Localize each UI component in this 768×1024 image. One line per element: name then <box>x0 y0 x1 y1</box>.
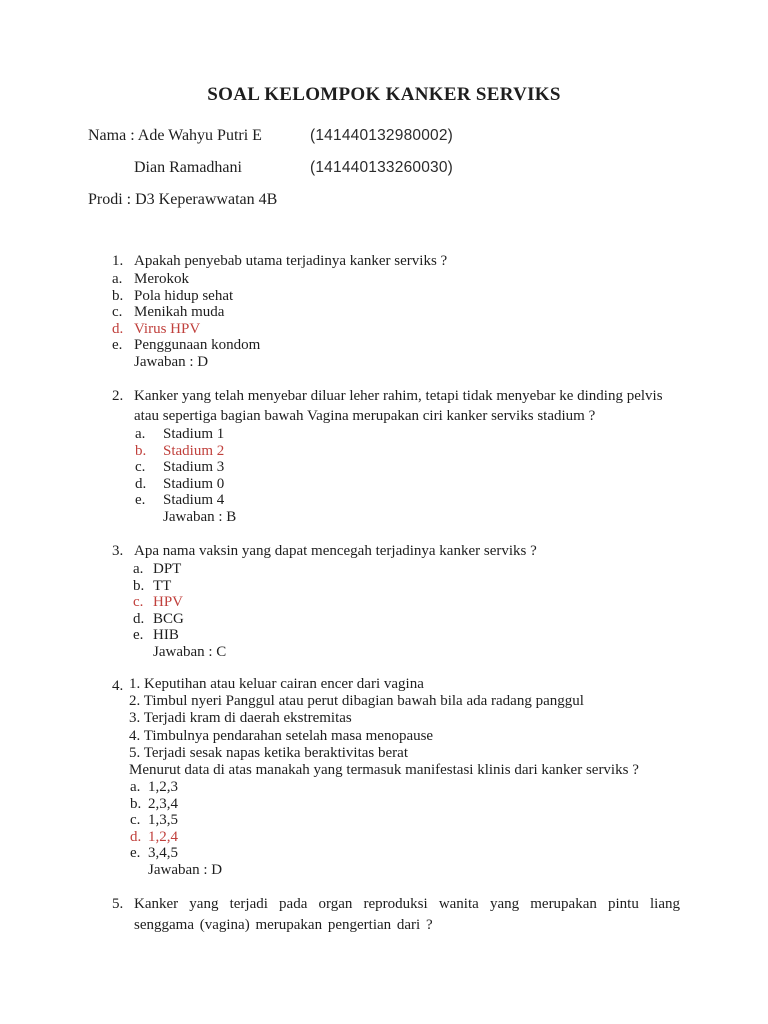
question-number: 1. <box>112 253 124 269</box>
question-text: Apa nama vaksin yang dapat mencegah terjadinya kanker serviks ? <box>134 543 537 559</box>
option-letter: e. <box>130 845 141 862</box>
question-text: Apakah penyebab utama terjadinya kanker serviks ? <box>134 253 448 269</box>
option-row <box>133 578 768 595</box>
statement-5: 5. Terjadi sesak napas ketika beraktivitas berat <box>129 744 408 761</box>
options <box>133 561 768 660</box>
option-letter: d. <box>112 320 124 337</box>
option-letter: c. <box>133 594 144 610</box>
options <box>135 426 768 525</box>
option-text: Merokok <box>134 271 189 287</box>
prodi-row <box>88 190 768 209</box>
option-letter: b. <box>112 287 124 304</box>
option-letter: c. <box>135 459 146 475</box>
question-text <box>129 676 680 779</box>
options <box>112 271 768 370</box>
option-row <box>112 337 768 354</box>
option-row <box>133 561 768 578</box>
question-head <box>0 894 768 936</box>
option-row-correct <box>133 594 768 611</box>
option-letter: a. <box>112 271 123 287</box>
option-text: Stadium 3 <box>163 459 225 475</box>
option-text: Stadium 4 <box>163 492 225 508</box>
option-row-correct <box>130 829 768 846</box>
option-text: Stadium 1 <box>163 426 225 442</box>
option-letter: e. <box>112 337 123 353</box>
statement-1: 1. Keputihan atau keluar cairan encer dari vagina <box>129 676 424 692</box>
question-text: Kanker yang telah menyebar diluar leher rahim, tetapi tidak menyebar ke dinding pelvis atau sepertiga bagian bawah Vagina merupakan ciri kanker serviks stadium ? <box>134 388 663 424</box>
option-text: 2,3,4 <box>148 795 178 812</box>
option-row <box>112 271 768 288</box>
option-row-correct <box>112 321 768 338</box>
question-5 <box>0 894 768 936</box>
option-row <box>130 796 768 813</box>
question-head <box>0 676 768 779</box>
question-number: 5. <box>112 896 124 913</box>
question-number: 2. <box>112 388 124 404</box>
option-text: HPV <box>153 594 184 610</box>
statement-3: 3. Terjadi kram di daerah ekstremitas <box>129 710 352 727</box>
options <box>130 779 768 878</box>
option-letter: d. <box>133 610 145 627</box>
option-letter: c. <box>130 812 141 829</box>
option-row <box>135 492 768 509</box>
student-nim-1: (141440132980002) <box>310 127 454 144</box>
question-1 <box>0 251 768 370</box>
option-text: Pola hidup sehat <box>134 287 234 304</box>
page-title: SOAL KELOMPOK KANKER SERVIKS <box>207 84 561 105</box>
question-number: 4. <box>112 678 124 694</box>
option-row <box>133 627 768 644</box>
question-2 <box>0 386 768 525</box>
option-row <box>135 426 768 443</box>
student-name-row-2 <box>88 158 768 177</box>
option-text: 3,4,5 <box>148 845 178 862</box>
option-letter: e. <box>135 492 146 508</box>
question-head <box>0 386 768 426</box>
option-text: 1,3,5 <box>148 812 178 829</box>
option-letter: e. <box>133 627 144 643</box>
answer-line: Jawaban : C <box>153 643 227 660</box>
student-header <box>88 126 768 209</box>
answer-line: Jawaban : B <box>163 508 237 525</box>
question-number: 3. <box>112 543 124 559</box>
student-nim-2: (141440133260030) <box>310 159 454 176</box>
question-3 <box>0 541 768 660</box>
option-letter: b. <box>133 577 145 594</box>
option-text: Stadium 2 <box>163 442 225 459</box>
option-letter: a. <box>130 779 141 796</box>
option-row <box>130 812 768 829</box>
question-head <box>0 541 768 561</box>
option-text: Virus HPV <box>134 320 201 337</box>
option-text: HIB <box>153 627 179 643</box>
question-4 <box>0 676 768 878</box>
option-letter: c. <box>112 304 123 320</box>
option-text: Stadium 0 <box>163 475 225 492</box>
answer-line: Jawaban : D <box>148 861 223 878</box>
statement-2: 2. Timbul nyeri Panggul atau perut dibagian bawah bila ada radang panggul <box>129 693 584 710</box>
student-name-row-1 <box>88 126 768 145</box>
option-letter: b. <box>135 442 147 459</box>
option-text: Menikah muda <box>134 304 225 320</box>
option-row <box>135 476 768 493</box>
student-name-2: Dian Ramadhani <box>134 159 242 176</box>
student-name-1: Nama : Ade Wahyu Putri E <box>88 127 262 144</box>
option-text: 1,2,3 <box>148 779 178 796</box>
option-row <box>130 779 768 796</box>
option-text: BCG <box>153 610 184 627</box>
question-head <box>0 251 768 271</box>
option-letter: a. <box>133 561 144 577</box>
option-letter: d. <box>130 828 142 845</box>
option-text: TT <box>153 577 172 594</box>
option-row-correct <box>135 443 768 460</box>
option-text: 1,2,4 <box>148 828 178 845</box>
question-text: Kanker yang terjadi pada organ reproduksi wanita yang merupakan pintu liang senggama (vagina) merupakan pengertian dari ? <box>134 896 680 934</box>
option-letter: a. <box>135 426 146 442</box>
answer-line: Jawaban : D <box>134 353 209 370</box>
option-text: DPT <box>153 561 182 577</box>
option-row <box>112 304 768 321</box>
option-row <box>112 288 768 305</box>
option-letter: d. <box>135 475 147 492</box>
option-letter: b. <box>130 795 142 812</box>
option-row <box>135 459 768 476</box>
option-row <box>130 845 768 862</box>
question-list <box>0 251 768 936</box>
option-text: Penggunaan kondom <box>134 337 261 353</box>
option-row <box>133 611 768 628</box>
statement-4: 4. Timbulnya pendarahan setelah masa menopause <box>129 727 434 744</box>
question-prompt: Menurut data di atas manakah yang termasuk manifestasi klinis dari kanker serviks ? <box>129 762 639 779</box>
prodi-label: Prodi : D3 Keperawwatan 4B <box>88 191 278 208</box>
